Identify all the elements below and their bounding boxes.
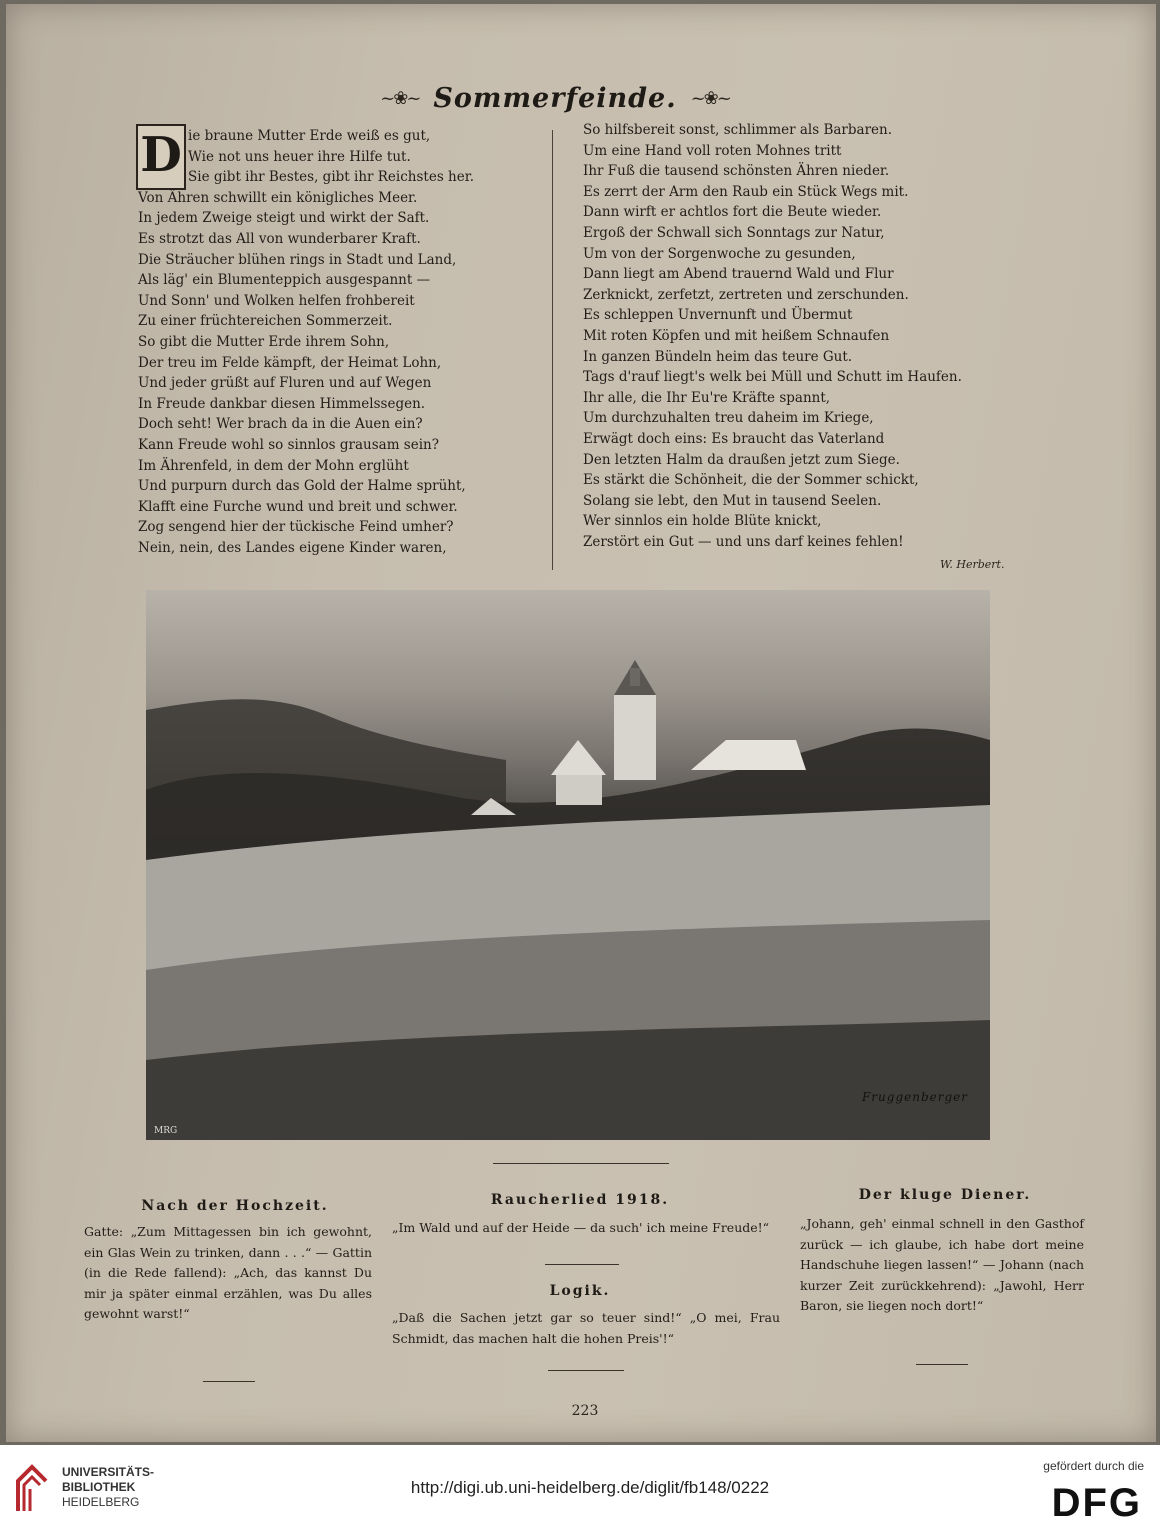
poem-dropcap: D	[136, 124, 186, 190]
poem-line: Erwägt doch eins: Es braucht das Vaterland	[583, 430, 885, 447]
poem-line: Mit roten Köpfen und mit heißem Schnaufen	[583, 327, 890, 344]
funding-label: gefördert durch die	[1043, 1459, 1144, 1473]
poem-line: Die Sträucher blühen rings in Stadt und Land,	[138, 251, 457, 268]
poem-line: Der treu im Felde kämpft, der Heimat Lohn,	[138, 354, 442, 371]
page-number: 223	[571, 1403, 599, 1419]
section-title-middle-bottom: Logik.	[549, 1283, 611, 1299]
landscape-drawing	[146, 590, 990, 1140]
poem-line: Dann wirft er achtlos fort die Beute wieder.	[583, 204, 882, 221]
poem-line: Solang sie lebt, den Mut in tausend Seelen.	[583, 492, 882, 509]
library-name-line3: HEIDELBERG	[62, 1495, 140, 1509]
poem-author: W. Herbert.	[940, 558, 1005, 571]
dfg-logo: DFG	[1051, 1481, 1142, 1525]
library-name-line2: BIBLIOTHEK	[62, 1480, 136, 1494]
poem-line: Wer sinnlos ein holde Blüte knickt,	[583, 513, 822, 530]
separator-rule	[545, 1264, 619, 1265]
poem-line: So gibt die Mutter Erde ihrem Sohn,	[138, 333, 390, 350]
poem-line: Sie gibt ihr Bestes, gibt ihr Reichstes her.	[188, 169, 474, 186]
poem-right-column	[583, 120, 1023, 552]
poem-line: Und jeder grüßt auf Fluren und auf Wegen	[138, 375, 432, 392]
poem-line: Zerstört ein Gut — und uns darf keines fehlen!	[583, 533, 904, 550]
poem-line: In jedem Zweige steigt und wirkt der Saft.	[138, 210, 430, 227]
poem-line: Ihr Fuß die tausend schönsten Ähren nieder.	[583, 163, 890, 180]
poem-line: Wie not uns heuer ihre Hilfe tut.	[188, 148, 411, 165]
permalink-url[interactable]: http://digi.ub.uni-heidelberg.de/diglit/fb148/0222	[410, 1478, 770, 1497]
separator-rule	[548, 1370, 624, 1371]
poem-line: Kann Freude wohl so sinnlos grausam sein?	[138, 436, 439, 453]
section-text-middle-bottom: „Daß die Sachen jetzt gar so teuer sind!“ „O mei, Frau Schmidt, das machen halt die hohen Preis'!“	[392, 1310, 780, 1346]
poem-line: Ihr alle, die Ihr Eu're Kräfte spannt,	[583, 389, 831, 406]
poem-line: Ergoß der Schwall sich Sonntags zur Natur,	[583, 224, 885, 241]
poem-line: Zog sengend hier der tückische Feind umher?	[138, 519, 454, 536]
section-text-right: „Johann, geh' einmal schnell in den Gasthof zurück — ich glaube, ich habe dort meine Handschuhe liegen lassen!“ — Johann (nach kurzer Zeit zurückkehrend): „Jawohl, Herr Baron, sie liegen noch dort!“	[800, 1216, 1084, 1313]
library-name-line1: UNIVERSITÄTS-	[62, 1465, 155, 1479]
poem-line: Dann liegt am Abend trauernd Wald und Flur	[583, 266, 894, 283]
poem-line: Es zerrt der Arm den Raub ein Stück Wegs mit.	[583, 183, 909, 200]
poem-left-column	[138, 126, 538, 558]
poem-line: Um durchzuhalten treu daheim im Kriege,	[583, 410, 874, 427]
section-title-left: Nach der Hochzeit.	[141, 1198, 329, 1214]
separator-rule	[916, 1364, 968, 1365]
separator-rule	[203, 1381, 255, 1382]
poem-line: Es strotzt das All von wunderbarer Kraft.	[138, 230, 421, 247]
poem-line: Im Ährenfeld, in dem der Mohn erglüht	[138, 457, 409, 474]
poem-line: Als läg' ein Blumenteppich ausgespannt —	[138, 272, 431, 289]
poem-line: Es stärkt die Schönheit, die der Sommer schickt,	[583, 472, 919, 489]
poem-line: Klafft eine Furche wund und breit und schwer.	[138, 498, 458, 515]
poem-title: Sommerfeinde.	[433, 82, 677, 114]
engraver-mark: MRG	[154, 1126, 178, 1136]
university-library-logo-icon	[14, 1463, 50, 1515]
section-text-left: Gatte: „Zum Mittagessen bin ich gewohnt, ein Glas Wein zu trinken, dann . . .“ — Gattin (in die Rede fallend): „Ach, das kannst Du mir ja später einmal erzählen, was Du alles gewohnt warst!“	[84, 1224, 372, 1321]
poem-line: Um von der Sorgenwoche zu gesunden,	[583, 245, 856, 262]
section-text-middle-top: „Im Wald und auf der Heide — da such' ich meine Freude!“	[392, 1220, 770, 1235]
poem-line: Und purpurn durch das Gold der Halme sprüht,	[138, 478, 466, 495]
artist-signature: Fruggenberger	[861, 1090, 968, 1104]
poem-line: Nein, nein, des Landes eigene Kinder waren,	[138, 539, 447, 556]
title-ornament-right: ~❀~	[690, 87, 730, 109]
poem-title-row	[360, 80, 750, 116]
landscape-illustration	[146, 590, 990, 1140]
poem-line: Es schleppen Unvernunft und Übermut	[583, 307, 853, 324]
title-ornament-left: ~❀~	[380, 87, 420, 109]
poem-line: ie braune Mutter Erde weiß es gut,	[188, 128, 431, 144]
poem-line: Tags d'rauf liegt's welk bei Müll und Schutt im Haufen.	[583, 369, 962, 386]
poem-line: In Freude dankbar diesen Himmelssegen.	[138, 395, 426, 412]
poem-line: Den letzten Halm da draußen jetzt zum Siege.	[583, 451, 900, 468]
poem-line: Und Sonn' und Wolken helfen frohbereit	[138, 292, 415, 309]
digitization-footer	[0, 1445, 1160, 1535]
poem-line: In ganzen Bündeln heim das teure Gut.	[583, 348, 853, 365]
column-divider	[552, 130, 553, 570]
poem-line: Um eine Hand voll roten Mohnes tritt	[583, 142, 842, 159]
poem-line: Doch seht! Wer brach da in die Auen ein?	[138, 416, 423, 433]
poem-line: Zu einer früchtereichen Sommerzeit.	[138, 313, 393, 330]
section-title-right: Der kluge Diener.	[858, 1187, 1032, 1203]
section-title-middle-top: Raucherlied 1918.	[490, 1192, 670, 1208]
poem-line: Zerknickt, zerfetzt, zertreten und zerschunden.	[583, 286, 909, 303]
poem-line: So hilfsbereit sonst, schlimmer als Barbaren.	[583, 122, 892, 138]
poem-line: Von Ähren schwillt ein königliches Meer.	[138, 189, 418, 206]
separator-rule	[493, 1163, 669, 1164]
library-name	[62, 1465, 154, 1510]
